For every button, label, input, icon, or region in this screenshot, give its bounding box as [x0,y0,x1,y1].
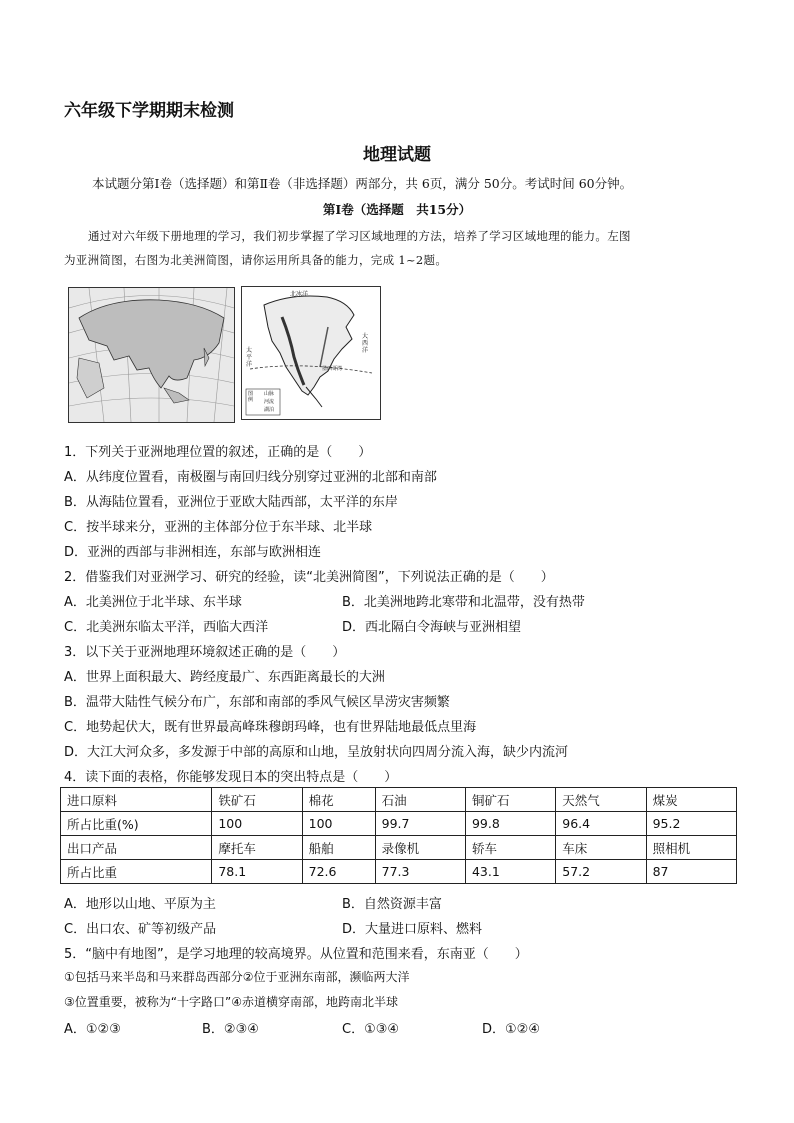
exam-intro: 本试题分第Ⅰ卷（选择题）和第Ⅱ卷（非选择题）两部分，共 6页，满分 50分。考试时间 60分钟。 [92,176,633,191]
q4-option-a: A．地形以山地、平原为主 [64,897,216,912]
table-cell: 出口产品 [61,836,212,860]
q2-option-a: A．北美洲位于北半球、东半球 [64,595,242,610]
passage-line1: 通过对六年级下册地理的学习，我们初步掌握了学习区域地理的方法，培养了学习区域地理的能力。左图 [88,229,631,243]
table-cell: 录像机 [375,836,465,860]
table-cell: 87 [646,860,736,884]
q1-option-c: C．按半球来分，亚洲的主体部分位于东半球、北半球 [64,520,373,535]
table-cell: 78.1 [212,860,302,884]
q2-option-b: B．北美洲地跨北寒带和北温带，没有热带 [342,595,585,610]
q4-option-c: C．出口农、矿等初级产品 [64,922,217,937]
table-cell: 96.4 [556,812,646,836]
map-legend-lake: 湖泊 [264,407,275,413]
map-label-atlantic: 大西洋 [362,333,369,354]
table-cell: 石油 [375,788,465,812]
section-title: 第Ⅰ卷（选择题 共15分） [322,202,472,217]
table-row [61,812,737,836]
table-cell: 照相机 [646,836,736,860]
map-label-pacific: 太平洋 [246,347,253,368]
table-cell: 车床 [556,836,646,860]
table-cell: 99.8 [465,812,555,836]
q2-option-c: C．北美洲东临太平洋，西临大西洋 [64,620,269,635]
q3-option-d: D．大江大河众多，多发源于中部的高原和山地，呈放射状向四周分流入海，缺少内流河 [64,745,569,760]
q2-option-d: D．西北隔白令海峡与亚洲相望 [342,620,522,635]
map-label-legend: 图例 [248,391,254,403]
q5-option-d: D．①②④ [482,1022,540,1037]
table-cell: 铁矿石 [212,788,302,812]
exam-header: 六年级下学期期末检测 [64,101,234,121]
map-label-arctic: 北冰洋 [290,291,309,298]
passage [64,224,736,272]
q3-option-c: C．地势起伏大，既有世界最高峰珠穆朗玛峰，也有世界陆地最低点里海 [64,720,477,735]
table-cell: 所占比重 [61,860,212,884]
asia-map [68,287,235,423]
table-cell: 100 [302,812,375,836]
map-legend-mountain: 山脉 [264,391,275,397]
q5-statements-2: ③位置重要，被称为“十字路口”④赤道横穿南部，地跨南北半球 [64,995,398,1009]
table-cell: 棉花 [302,788,375,812]
table-cell: 摩托车 [212,836,302,860]
north-america-map [241,286,381,420]
q2-stem: 2．借鉴我们对亚洲学习、研究的经验，读“北美洲简图”，下列说法正确的是（ ） [64,570,554,585]
q5-option-a: A．①②③ [64,1022,121,1037]
q1-stem: 1．下列关于亚洲地理位置的叙述，正确的是（ ） [64,445,372,460]
table-cell: 72.6 [302,860,375,884]
q4-option-b: B．自然资源丰富 [342,897,442,912]
table-cell: 煤炭 [646,788,736,812]
q4-option-d: D．大量进口原料、燃料 [342,922,483,937]
q4-stem: 4．读下面的表格，你能够发现日本的突出特点是（ ） [64,770,398,785]
q1-option-a: A．从纬度位置看，南极圈与南回归线分别穿过亚洲的北部和南部 [64,470,437,485]
asia-map-graphic [69,288,234,422]
table-row [61,860,737,884]
q5-statements-1: ①包括马来半岛和马来群岛西部分②位于亚洲东南部，濒临两大洋 [64,970,410,984]
table-row [61,836,737,860]
table-cell: 进口原料 [61,788,212,812]
table-cell: 船舶 [302,836,375,860]
q5-option-c: C．①③④ [342,1022,400,1037]
table-cell: 99.7 [375,812,465,836]
map-label-gulf: 墨西哥湾 [322,366,343,372]
table-cell: 铜矿石 [465,788,555,812]
japan-trade-table [60,787,737,884]
table-cell: 95.2 [646,812,736,836]
q5-option-b: B．②③④ [202,1022,259,1037]
map-legend-river: 河流 [264,399,275,405]
table-cell: 轿车 [465,836,555,860]
passage-line2: 为亚洲简图，右图为北美洲简图，请你运用所具备的能力，完成 1~2题。 [64,253,448,267]
table-cell: 100 [212,812,302,836]
table-row [61,788,737,812]
q1-option-b: B．从海陆位置看，亚洲位于亚欧大陆西部，太平洋的东岸 [64,495,398,510]
q5-stem: 5．“脑中有地图”，是学习地理的较高境界。从位置和范围来看，东南亚（ ） [64,947,528,962]
q3-option-a: A．世界上面积最大、跨经度最广、东西距离最长的大洲 [64,670,385,685]
table-cell: 57.2 [556,860,646,884]
table-cell: 43.1 [465,860,555,884]
q1-option-d: D．亚洲的西部与非洲相连，东部与欧洲相连 [64,545,322,560]
table-cell: 天然气 [556,788,646,812]
table-cell: 77.3 [375,860,465,884]
exam-title: 地理试题 [363,145,431,165]
north-america-map-graphic [242,287,380,419]
q3-option-b: B．温带大陆性气候分布广，东部和南部的季风气候区旱涝灾害频繁 [64,695,450,710]
table-cell: 所占比重(%) [61,812,212,836]
q3-stem: 3．以下关于亚洲地理环境叙述正确的是（ ） [64,645,346,660]
